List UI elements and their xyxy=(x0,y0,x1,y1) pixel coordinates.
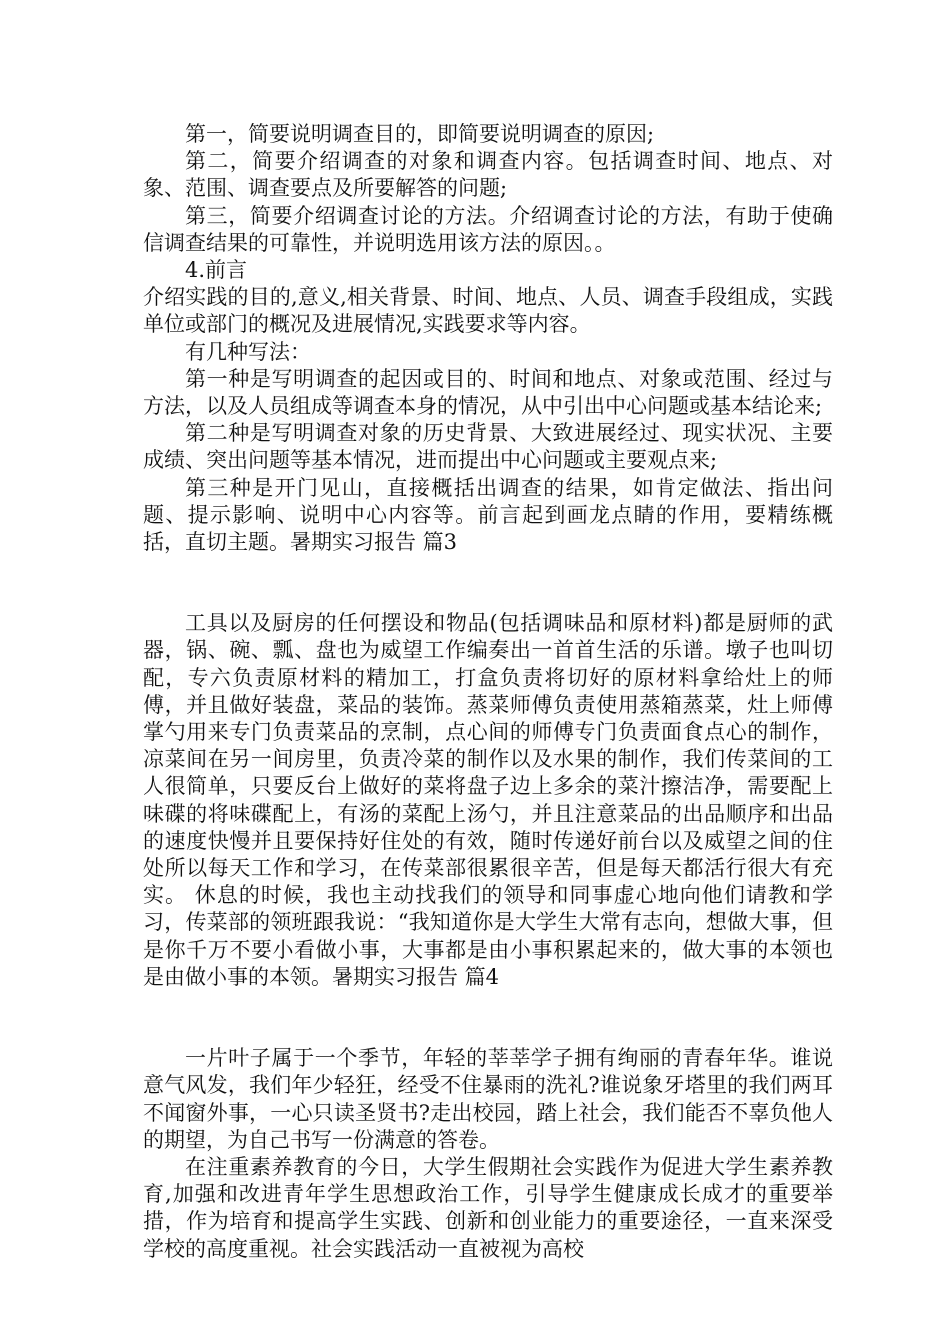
paragraph: 在注重素养教育的今日，大学生假期社会实践作为促进大学生素养教育,加强和改进青年学生思想政治工作，引导学生健康成长成才的重要举措，作为培育和提高学生实践、创新和创业能力的重要途径，一直来深受学校的高度重视。社会实践活动一直被视为高校 xyxy=(143,1154,833,1261)
paragraph: 工具以及厨房的任何摆设和物品(包括调味品和原材料)都是厨师的武器，锅、碗、瓢、盘也为威望工作编奏出一首首生活的乐谱。墩子也叫切配，专六负责原材料的精加工，打盒负责将切好的原材料拿给灶上的师傅，并且做好装盘，菜品的装饰。蒸菜师傅负责使用蒸箱蒸菜，灶上师傅掌勺用来专门负责菜品的烹制，点心间的师傅专门负责面食点心的制作，凉菜间在另一间房里，负责冷菜的制作以及水果的制作，我们传菜间的工人很简单，只要反台上做好的菜将盘子边上多余的菜汁擦洁净，需要配上味碟的将味碟配上，有汤的菜配上汤勺，并且注意菜品的出品顺序和出品的速度快慢并且要保持好住处的有效，随时传递好前台以及威望之间的住处所以每天工作和学习，在传菜部很累很辛苦，但是每天都活行很大有充实。 休息的时候，我也主动找我们的领导和同事虚心地向他们请教和学习，传菜部的领班跟我说：“我知道你是大学生大常有志向，想做大事，但是你千万不要小看做小事，大事都是由小事积累起来的，做大事的本领也是由做小事的本领。暑期实习报告 篇4 xyxy=(143,611,833,989)
paragraph: 第一种是写明调查的起因或目的、时间和地点、对象或范围、经过与方法，以及人员组成等调查本身的情况，从中引出中心问题或基本结论来; xyxy=(143,366,833,419)
section-part3 xyxy=(143,1045,833,1263)
paragraph: 第三，简要介绍调查讨论的方法。介绍调查讨论的方法，有助于使确信调查结果的可靠性，并说明选用该方法的原因。。 xyxy=(143,203,833,255)
section-part1 xyxy=(143,121,833,556)
document-body xyxy=(143,121,833,1263)
section-part2 xyxy=(143,610,833,991)
paragraph: 一片叶子属于一个季节，年轻的莘莘学子拥有绚丽的青春年华。谁说意气风发，我们年少轻狂，经受不住暴雨的洗礼?谁说象牙塔里的我们两耳不闻窗外事，一心只读圣贤书?走出校园，踏上社会，我们能否不辜负他人的期望，为自己书写一份满意的答卷。 xyxy=(143,1046,833,1152)
paragraph: 第三种是开门见山，直接概括出调查的结果，如肯定做法、指出问题、提示影响、说明中心内容等。前言起到画龙点睛的作用，要精练概括，直切主题。暑期实习报告 篇3 xyxy=(143,475,833,555)
paragraph: 介绍实践的目的,意义,相关背景、时间、地点、人员、调查手段组成，实践单位或部门的概况及进展情况,实践要求等内容。 xyxy=(143,285,833,337)
paragraph: 有几种写法： xyxy=(185,339,311,364)
paragraph: 第二种是写明调查对象的历史背景、大致进展经过、现实状况、主要成绩、突出问题等基本情况，进而提出中心问题或主要观点来; xyxy=(143,421,833,473)
paragraph: 第二，简要介绍调查的对象和调查内容。包括调查时间、地点、对象、范围、调查要点及所要解答的问题; xyxy=(143,149,833,201)
paragraph: 第一，简要说明调查目的，即简要说明调查的原因; xyxy=(185,122,655,146)
section-gap xyxy=(143,991,833,1045)
section-gap xyxy=(143,556,833,610)
paragraph: 4.前言 xyxy=(185,258,248,283)
